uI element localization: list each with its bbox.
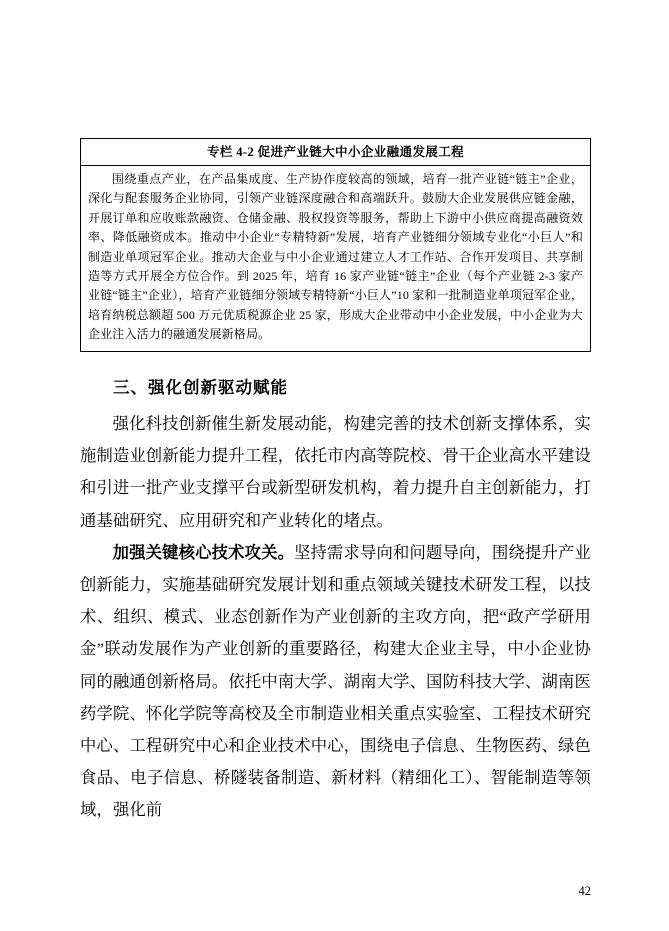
paragraph-2-rest: 坚持需求导向和问题导向，围绕提升产业创新能力，实施基础研究发展计划和重点领域关键技术研发工程，以技术、组织、模式、业态创新作为产业创新的主攻方向，把“政产学研用金”联动发展作为产业创新的重要路径，构建大企业主导，中小企业协同的融通创新格局。依托中南大学、湖南大学、国防科技大学、湖南医药学院、怀化学院等高校及全市制造业相关重点实验室、工程技术研究中心、工程研究中心和企业技术中心，围绕电子信息、生物医药、绿色食品、电子信息、桥隧装备制造、新材料（精细化工）、智能制造等领域，强化前 xyxy=(80,542,591,820)
callout-body: 围绕重点产业，在产品集成度、生产协作度较高的领域，培育一批产业链“链主”企业，深化与配套服务企业协同，引领产业链深度融合和高端跃升。鼓励大企业发展供应链金融，开展订单和应收账款融资、仓储金融、股权投资等服务，帮助上下游中小供应商提高融资效率、降低融资成本。推动中小企业“专精特新”发展，培育产业链细分领域专业化“小巨人”和制造业单项冠军企业。推动大企业与中小企业通过建立人才工作站、合作开发项目、共享制造等方式开展全方位合作。到 2025 年，培育 16 家产业链“链主”企业（每个产业链 2-3 家产业链“链主”企业），培育产业链细分领域专精特新“小巨人”10 家和一批制造业单项冠军企业，培育纳税总额超 500 万元优质税源企业 25 家，形成大企业带动中小企业发展，中小企业为大企业注入活力的融通发展新格局。 xyxy=(88,172,583,342)
paragraph-2 xyxy=(80,537,591,827)
callout-title: 专栏 4-2 促进产业链大中小企业融通发展工程 xyxy=(81,139,590,166)
body-text xyxy=(80,408,591,827)
page-number: 42 xyxy=(578,884,591,898)
section-heading: 三、强化创新驱动赋能 xyxy=(113,378,288,397)
paragraph-2-lead: 加强关键核心技术攻关。 xyxy=(112,542,295,562)
callout-box xyxy=(80,138,591,352)
paragraph-1: 强化科技创新催生新发展动能，构建完善的技术创新支撑体系，实施制造业创新能力提升工程，依托市内高等院校、骨干企业高水平建设和引进一批产业支撑平台或新型研发机构，着力提升自主创新能力，打通基础研究、应用研究和产业转化的堵点。 xyxy=(80,414,591,530)
